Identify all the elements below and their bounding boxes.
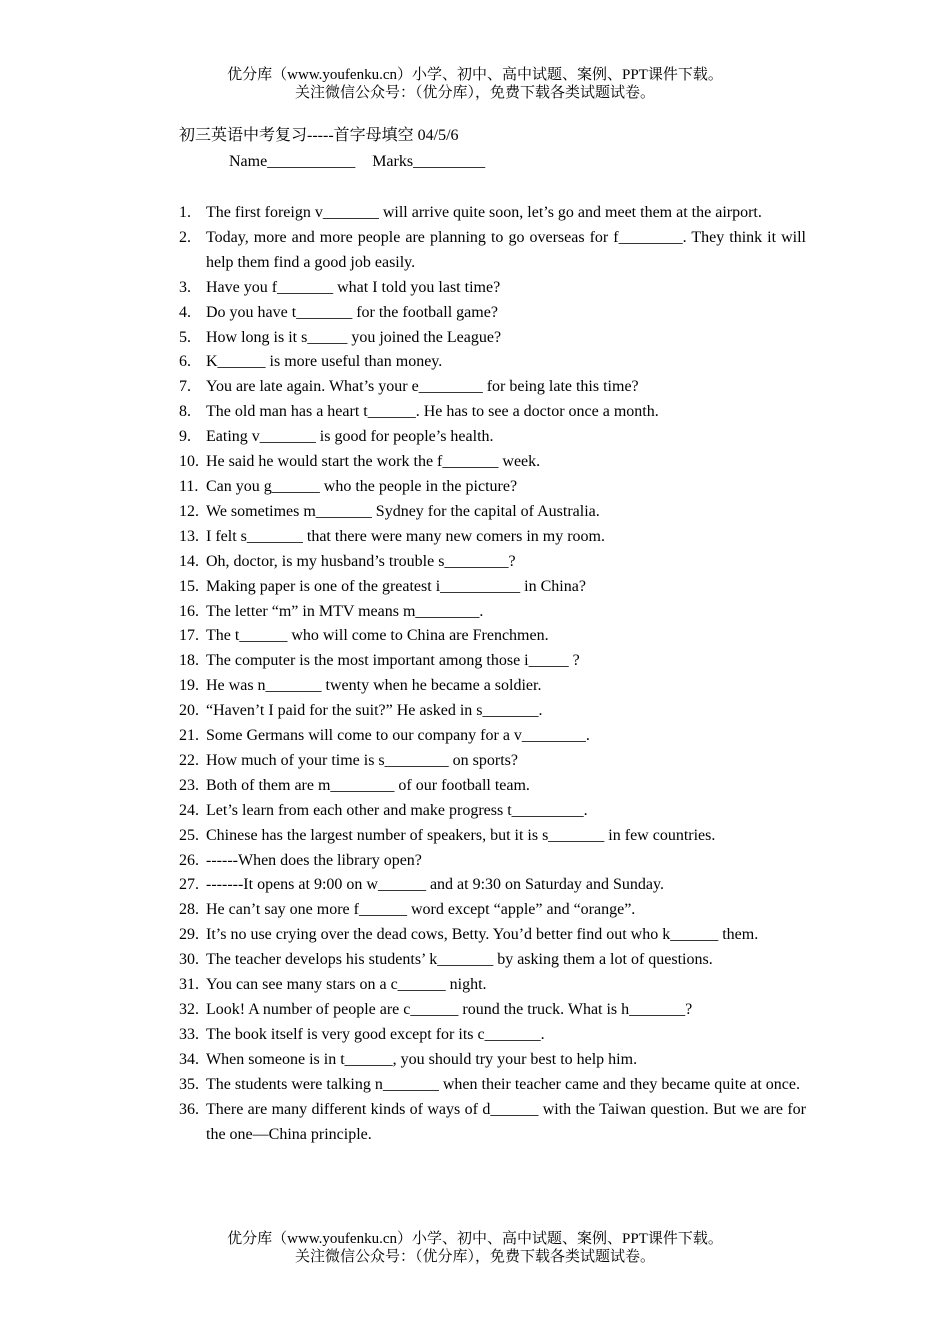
question-text: How much of your time is s________ on sports? <box>206 751 518 769</box>
question-item <box>179 998 806 1023</box>
question-number: 31. <box>179 976 199 994</box>
question-number: 4. <box>179 303 191 321</box>
question-number: 3. <box>179 278 191 296</box>
document-title: 初三英语中考复习-----首字母填空 04/5/6 <box>179 127 459 144</box>
question-item <box>179 624 806 649</box>
question-text: You can see many stars on a c______ night. <box>206 976 487 994</box>
question-number: 20. <box>179 702 199 720</box>
question-number: 34. <box>179 1050 199 1068</box>
question-text: ------When does the library open? <box>206 851 422 869</box>
question-number: 18. <box>179 652 199 670</box>
question-number: 33. <box>179 1025 199 1043</box>
question-text: Can you g______ who the people in the picture? <box>206 477 518 495</box>
question-text: The letter “m” in MTV means m________. <box>206 602 484 620</box>
question-text: K______ is more useful than money. <box>206 353 443 371</box>
question-number: 14. <box>179 552 199 570</box>
question-number: 28. <box>179 901 199 919</box>
question-item <box>179 674 806 699</box>
question-text: Chinese has the largest number of speakers, but it is s_______ in few countries. <box>206 826 716 844</box>
question-item <box>179 724 806 749</box>
question-text: Some Germans will come to our company for a v________. <box>206 727 590 745</box>
page-footer <box>0 1230 950 1266</box>
question-number: 22. <box>179 751 199 769</box>
question-item <box>179 525 806 550</box>
question-item <box>179 1098 806 1148</box>
question-number: 30. <box>179 951 199 969</box>
question-item <box>179 749 806 774</box>
name-field: Name___________ <box>229 153 356 170</box>
question-number: 21. <box>179 727 199 745</box>
question-text: The teacher develops his students’ k_______ by asking them a lot of questions. <box>206 951 713 969</box>
header-line-1: 优分库（www.youfenku.cn）小学、初中、高中试题、案例、PPT课件下载。 <box>227 67 723 83</box>
question-text: He can’t say one more f______ word except “apple” and “orange”. <box>206 901 636 919</box>
question-number: 12. <box>179 502 199 520</box>
question-number: 19. <box>179 677 199 695</box>
header-line-2: 关注微信公众号：（优分库），免费下载各类试题试卷。 <box>294 85 655 101</box>
question-item <box>179 898 806 923</box>
question-item <box>179 699 806 724</box>
question-text: We sometimes m_______ Sydney for the capital of Australia. <box>206 502 600 520</box>
question-item <box>179 475 806 500</box>
question-text: The t______ who will come to China are Frenchmen. <box>206 627 549 645</box>
question-text: -------It opens at 9:00 on w______ and at 9:30 on Saturday and Sunday. <box>206 876 664 894</box>
question-item <box>179 375 806 400</box>
question-item <box>179 849 806 874</box>
question-text: Do you have t_______ for the football game? <box>206 303 498 321</box>
question-text: Look! A number of people are c______ round the truck. What is h_______? <box>206 1001 693 1018</box>
question-text: Have you f_______ what I told you last time? <box>206 278 501 296</box>
question-number: 8. <box>179 403 191 421</box>
question-text: You are late again. What’s your e________ for being late this time? <box>206 378 639 396</box>
question-item <box>179 350 806 375</box>
question-list <box>179 201 806 1147</box>
question-item <box>179 948 806 973</box>
question-item <box>179 550 806 575</box>
question-number: 29. <box>179 926 199 944</box>
question-item <box>179 799 806 824</box>
question-item <box>179 1048 806 1073</box>
question-item <box>179 276 806 301</box>
question-text: It’s no use crying over the dead cows, Betty. You’d better find out who k______ them. <box>206 926 759 944</box>
footer-line-2: 关注微信公众号：（优分库），免费下载各类试题试卷。 <box>294 1249 655 1265</box>
question-item <box>179 923 806 948</box>
question-number: 32. <box>179 1001 199 1018</box>
question-item <box>179 425 806 450</box>
question-item <box>179 201 806 226</box>
question-item <box>179 600 806 625</box>
question-number: 7. <box>179 378 191 396</box>
question-text: Eating v_______ is good for people’s health. <box>206 428 494 446</box>
question-text: Let’s learn from each other and make progress t_________. <box>206 801 588 819</box>
question-item <box>179 873 806 898</box>
question-number: 35. <box>179 1075 199 1093</box>
question-number: 1. <box>179 204 191 221</box>
question-number: 23. <box>179 776 199 794</box>
question-number: 25. <box>179 826 199 844</box>
question-item <box>179 400 806 425</box>
question-item <box>179 301 806 326</box>
question-number: 26. <box>179 851 199 869</box>
question-item <box>179 326 806 351</box>
question-number: 11. <box>179 477 199 495</box>
question-text: The students were talking n_______ when their teacher came and they became quite at once. <box>206 1075 800 1093</box>
question-item <box>179 649 806 674</box>
question-item <box>179 1073 806 1098</box>
question-number: 10. <box>179 453 199 471</box>
page-header <box>0 66 950 102</box>
question-item <box>179 575 806 600</box>
question-text: The first foreign v_______ will arrive quite soon, let’s go and meet them at the airport. <box>206 204 762 221</box>
question-item <box>179 226 806 276</box>
question-item <box>179 500 806 525</box>
question-text: The old man has a heart t______. He has to see a doctor once a month. <box>206 403 659 421</box>
question-text: The book itself is very good except for its c_______. <box>206 1025 545 1043</box>
question-text: Both of them are m________ of our football team. <box>206 776 530 794</box>
question-text: He said he would start the work the f_______ week. <box>206 453 541 471</box>
question-item <box>179 1023 806 1048</box>
marks-field: Marks_________ <box>372 153 486 170</box>
question-text: When someone is in t______, you should try your best to help him. <box>206 1050 638 1068</box>
question-number: 6. <box>179 353 191 371</box>
question-number: 17. <box>179 627 199 645</box>
question-number: 9. <box>179 428 191 446</box>
question-number: 16. <box>179 602 199 620</box>
question-item <box>179 774 806 799</box>
question-text: The computer is the most important among those i_____ ? <box>206 652 580 670</box>
question-text: How long is it s_____ you joined the League? <box>206 328 502 346</box>
question-text: He was n_______ twenty when he became a soldier. <box>206 677 542 695</box>
question-item <box>179 450 806 475</box>
question-number: 5. <box>179 328 191 346</box>
footer-line-1: 优分库（www.youfenku.cn）小学、初中、高中试题、案例、PPT课件下载。 <box>227 1231 723 1247</box>
question-number: 15. <box>179 577 199 595</box>
question-text: There are many different kinds of ways of d______ with the Taiwan question. But we are for the one—China principle. <box>206 1100 806 1143</box>
question-text: “Haven’t I paid for the suit?” He asked in s_______. <box>206 702 543 720</box>
question-text: Today, more and more people are planning to go overseas for f________. They think it will help them find a good job easily. <box>206 228 806 271</box>
question-number: 24. <box>179 801 199 819</box>
question-text: Making paper is one of the greatest i__________ in China? <box>206 577 586 595</box>
question-number: 27. <box>179 876 199 894</box>
name-marks-row <box>229 152 485 172</box>
question-number: 36. <box>179 1100 199 1118</box>
question-number: 2. <box>179 228 191 246</box>
question-text: Oh, doctor, is my husband’s trouble s________? <box>206 552 516 570</box>
question-text: I felt s_______ that there were many new comers in my room. <box>206 527 605 545</box>
question-number: 13. <box>179 527 199 545</box>
question-item <box>179 824 806 849</box>
question-item <box>179 973 806 998</box>
